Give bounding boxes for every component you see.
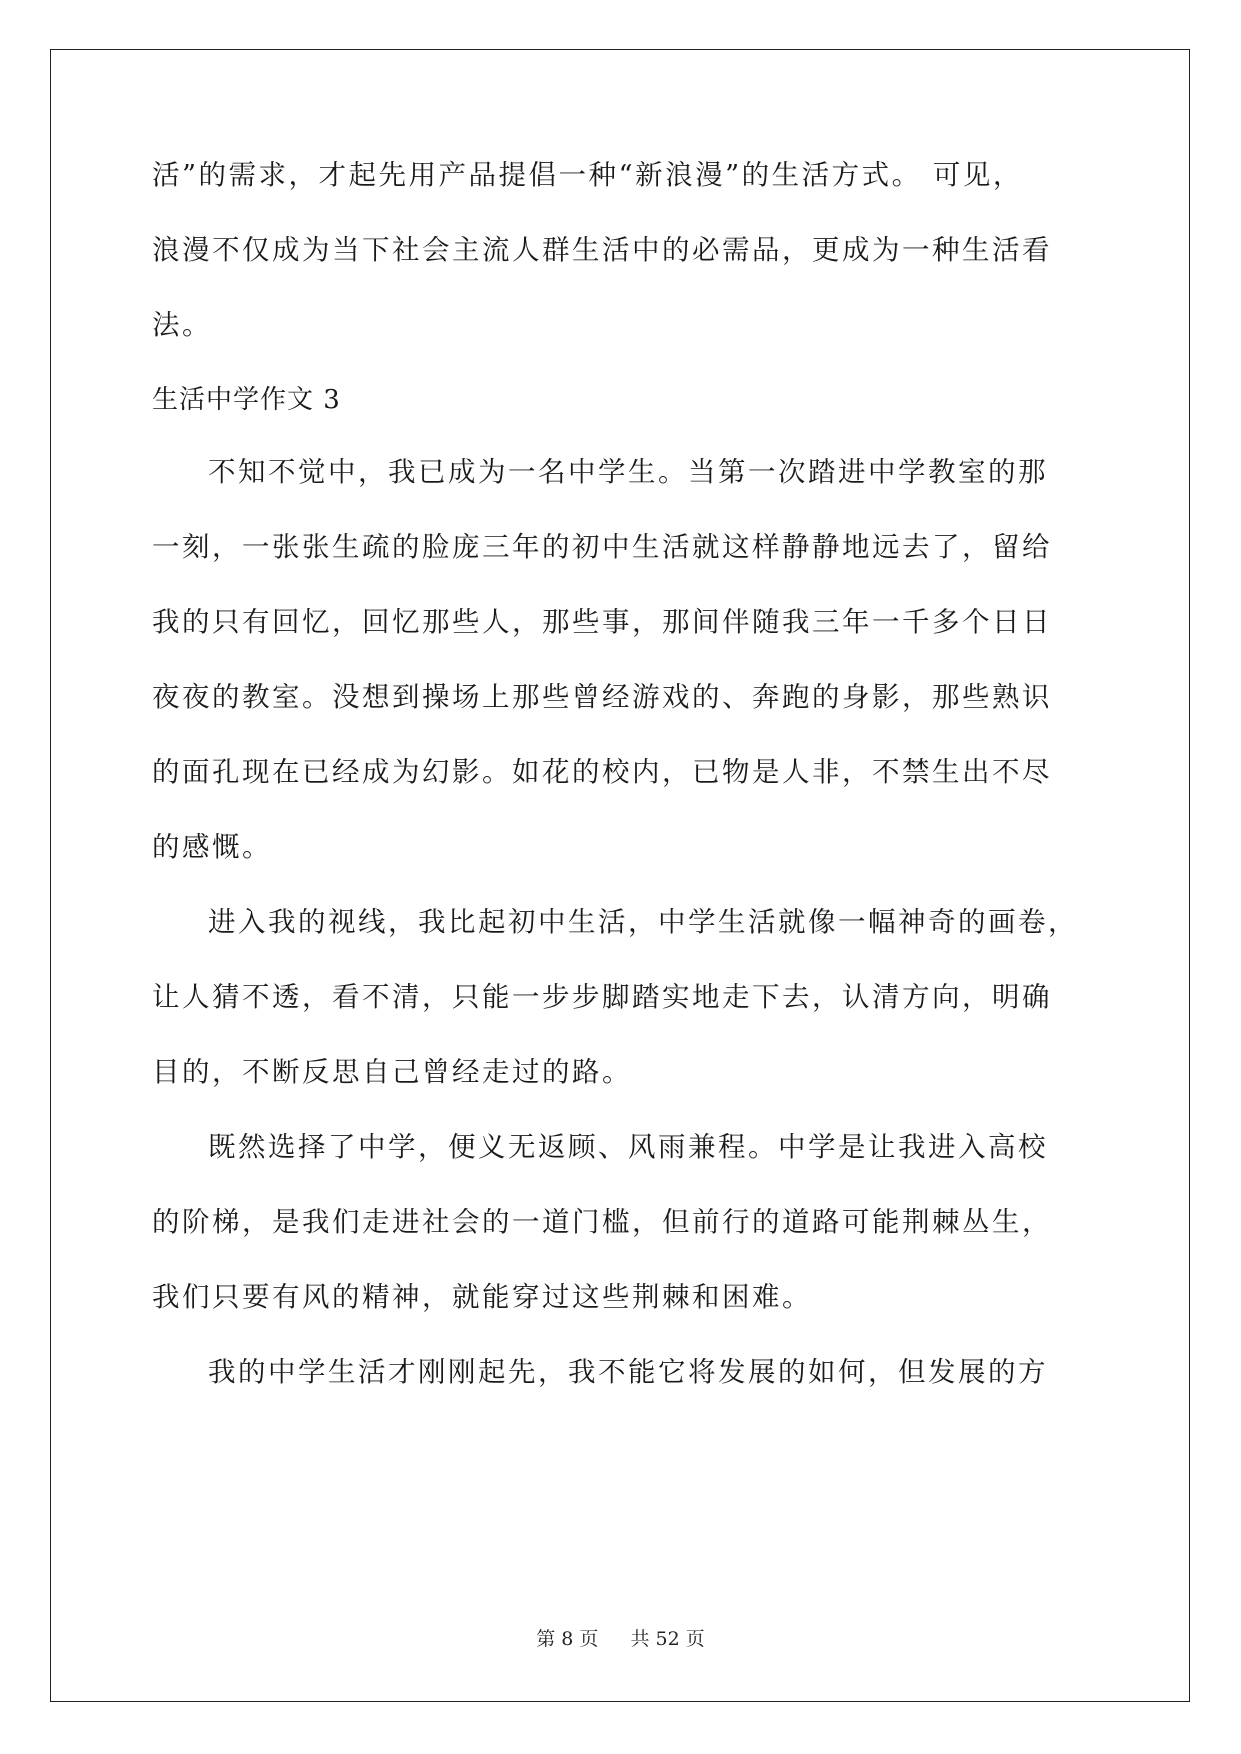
text-line: 我们只要有风的精神，就能穿过这些荆棘和困难。 (152, 1281, 812, 1313)
text-line: 的面孔现在已经成为幻影。如花的校内，已物是人非，不禁生出不尽 (152, 756, 1052, 788)
text-line: 浪漫不仅成为当下社会主流人群生活中的必需品，更成为一种生活看 (152, 234, 1052, 266)
text-line: 法。 (152, 309, 212, 341)
paragraph-first-line: 我的中学生活才刚刚起先，我不能它将发展的如何，但发展的方 (208, 1356, 1048, 1388)
paragraph-first-line: 既然选择了中学，便义无返顾、风雨兼程。中学是让我进入高校 (208, 1131, 1048, 1163)
text-line: 我的只有回忆，回忆那些人，那些事，那间伴随我三年一千多个日日 (152, 606, 1052, 638)
page-total: 共 52 页 (630, 1628, 705, 1650)
page-border (50, 49, 1190, 1702)
text-line: 的阶梯，是我们走进社会的一道门槛，但前行的道路可能荆棘丛生， (152, 1206, 1052, 1238)
page-footer (0, 1624, 1241, 1651)
text-line: 夜夜的教室。没想到操场上那些曾经游戏的、奔跑的身影，那些熟识 (152, 681, 1052, 713)
text-line: 目的，不断反思自己曾经走过的路。 (152, 1056, 632, 1088)
section-heading: 生活中学作文 3 (152, 385, 341, 415)
text-line: 让人猜不透，看不清，只能一步步脚踏实地走下去，认清方向，明确 (152, 981, 1052, 1013)
text-line: 活”的需求，才起先用产品提倡一种“新浪漫”的生活方式。 可见， (152, 159, 1023, 191)
paragraph-first-line: 不知不觉中，我已成为一名中学生。当第一次踏进中学教室的那 (208, 456, 1048, 488)
text-line: 一刻，一张张生疏的脸庞三年的初中生活就这样静静地远去了，留给 (152, 531, 1052, 563)
text-line: 的感慨。 (152, 831, 272, 863)
paragraph-first-line: 进入我的视线，我比起初中生活，中学生活就像一幅神奇的画卷， (208, 906, 1078, 938)
page-number: 第 8 页 (536, 1628, 599, 1650)
